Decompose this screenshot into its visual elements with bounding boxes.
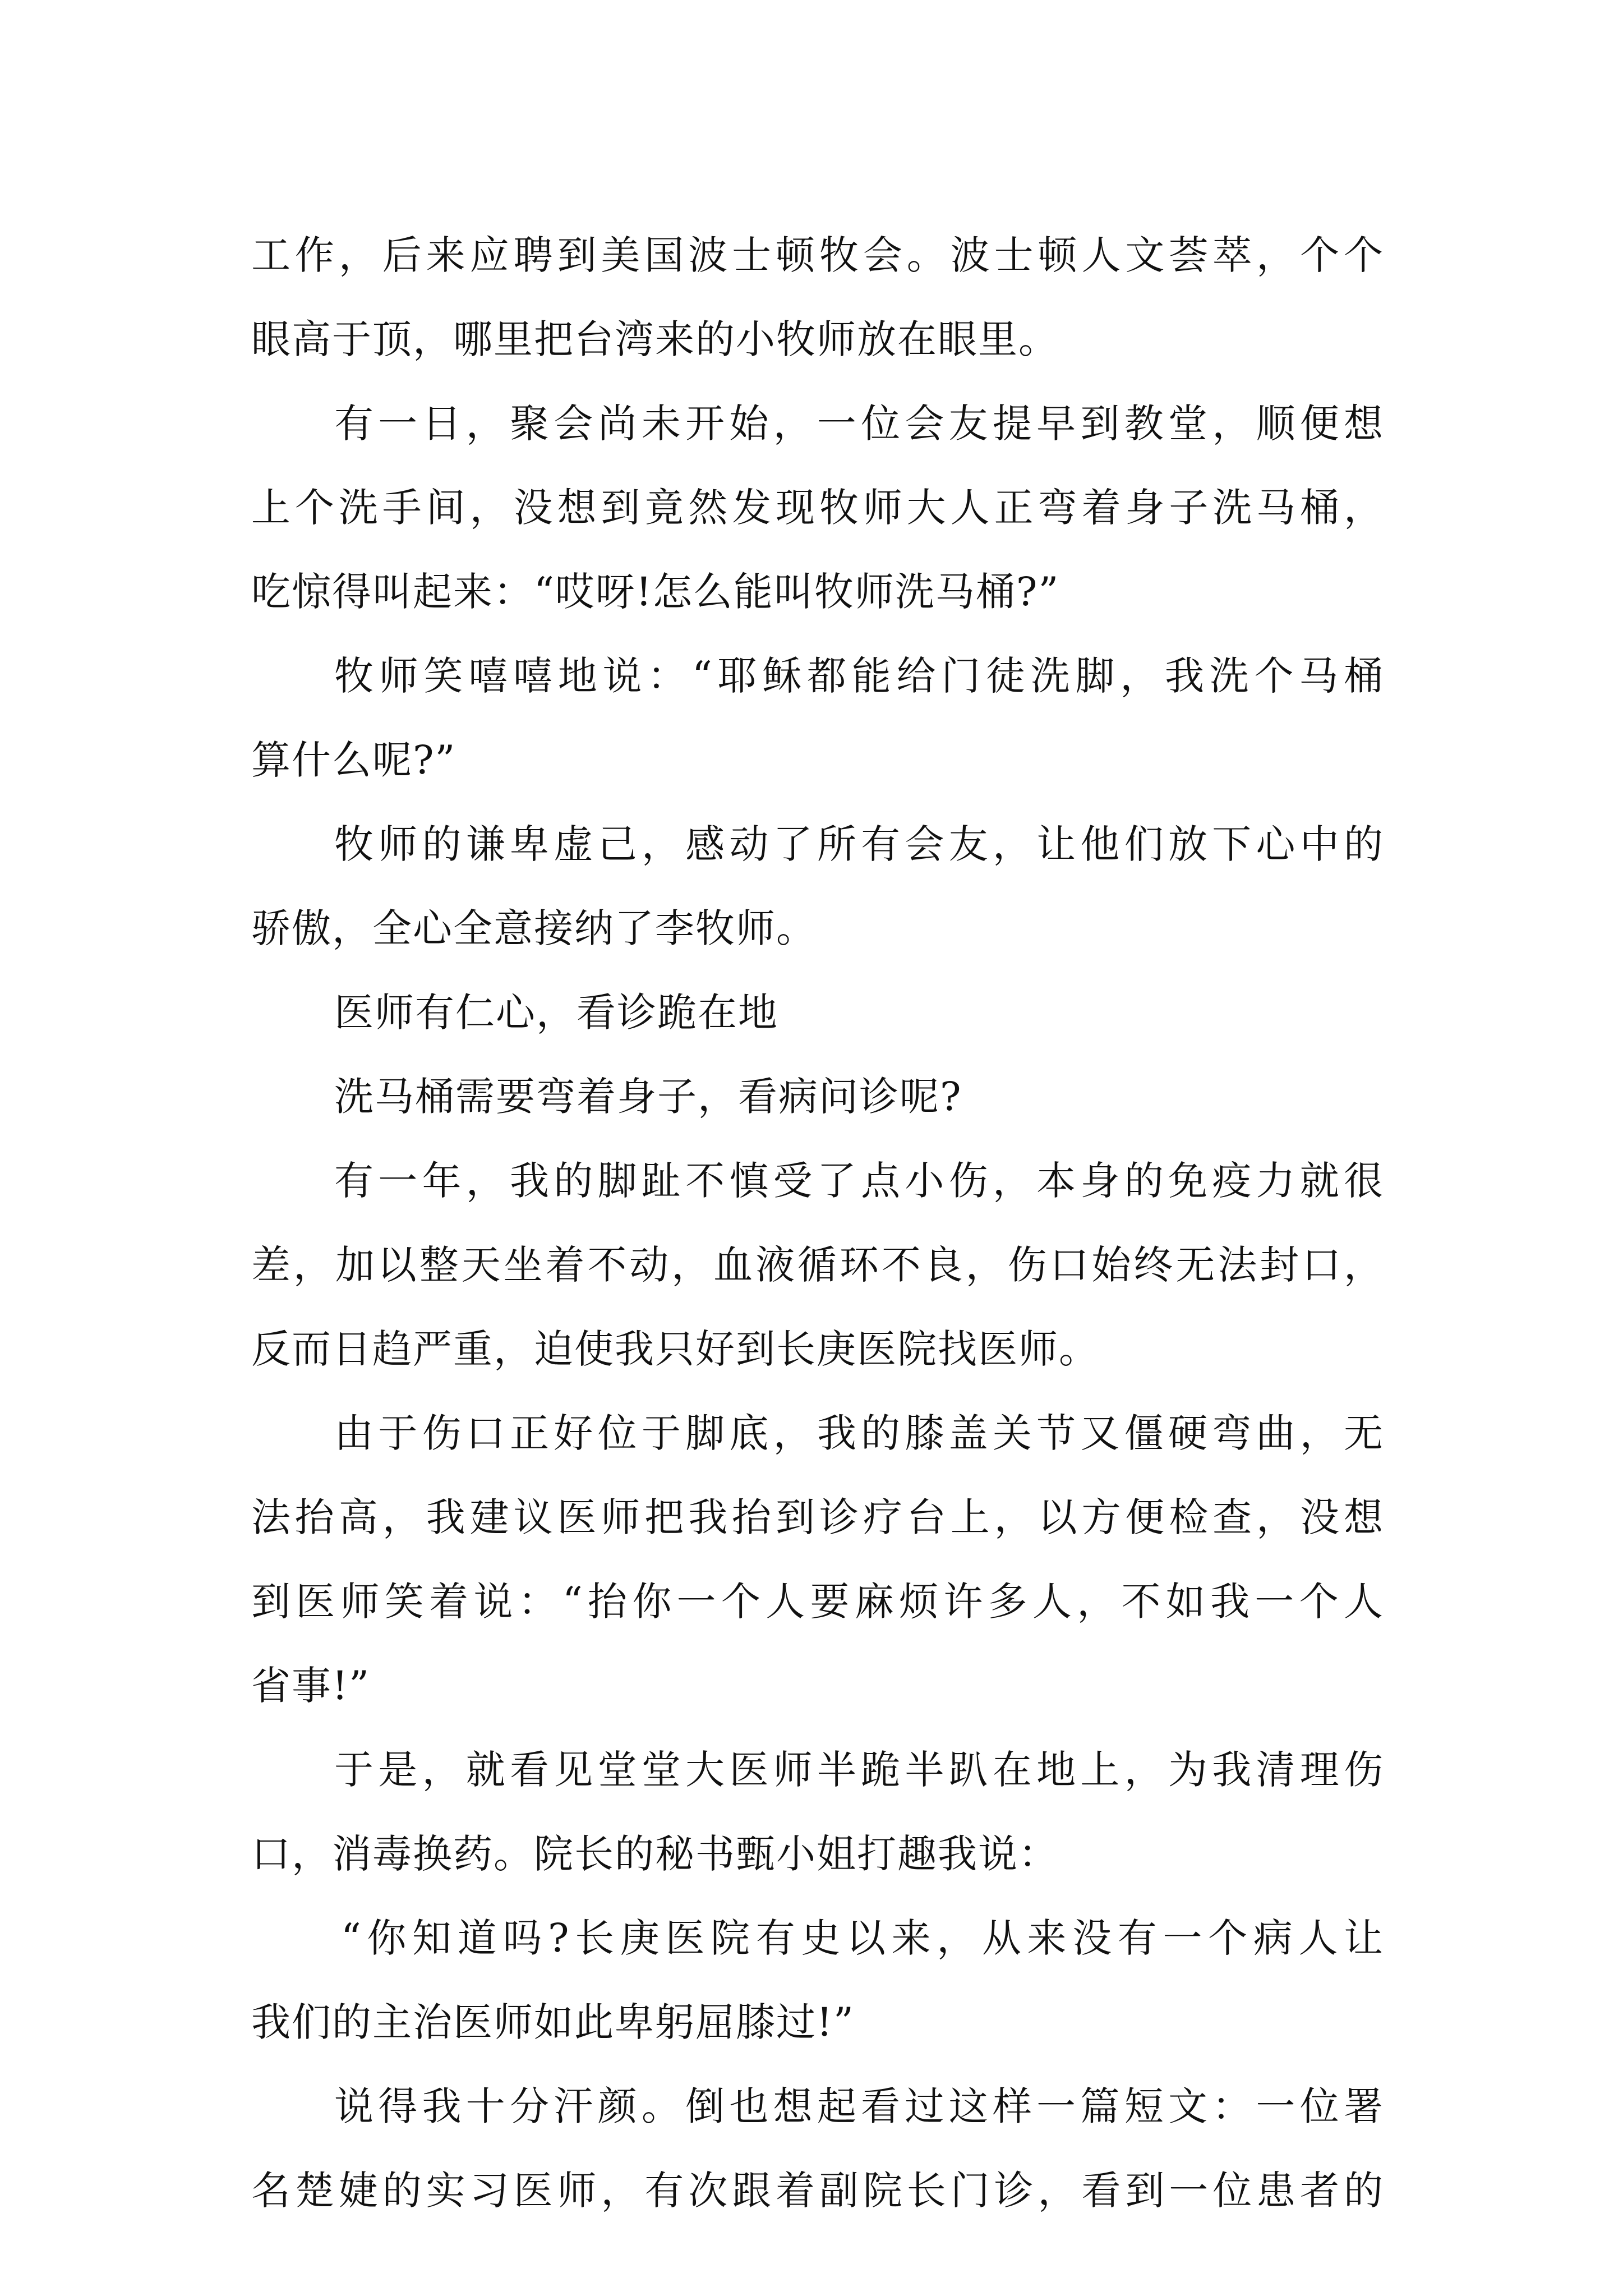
text-line: “你知道吗?长庚医院有史以来，从来没有一个病人让 <box>341 1915 1384 1961</box>
text-line: 反而日趋严重，迫使我只好到长庚医院找医师。 <box>251 1326 1099 1372</box>
text-line: 工作，后来应聘到美国波士顿牧会。波士顿人文荟萃，个个 <box>251 232 1384 278</box>
text-line: 法抬高，我建议医师把我抬到诊疗台上，以方便检查，没想 <box>251 1494 1384 1540</box>
text-line: 骄傲，全心全意接纳了李牧师。 <box>251 905 817 951</box>
text-line: 眼高于顶，哪里把台湾来的小牧师放在眼里。 <box>251 316 1059 362</box>
text-line: 说得我十分汗颜。倒也想起看过这样一篇短文：一位署 <box>334 2083 1384 2129</box>
text-line: 洗马桶需要弯着身子，看病问诊呢? <box>334 1074 962 1120</box>
text-line: 有一日，聚会尚未开始，一位会友提早到教堂，顺便想 <box>334 401 1384 447</box>
document-body <box>251 213 1384 2233</box>
text-line: 到医师笑着说：“抬你一个人要麻烦许多人，不如我一个人 <box>251 1579 1384 1625</box>
text-line: 由于伤口正好位于脚底，我的膝盖关节又僵硬弯曲，无 <box>334 1410 1384 1456</box>
text-line: 名楚婕的实习医师，有次跟着副院长门诊，看到一位患者的 <box>251 2168 1384 2214</box>
text-line: 口，消毒换药。院长的秘书甄小姐打趣我说： <box>251 1831 1059 1877</box>
text-line: 医师有仁心，看诊跪在地 <box>334 990 778 1036</box>
text-line: 于是，就看见堂堂大医师半跪半趴在地上，为我清理伤 <box>334 1747 1384 1793</box>
text-line: 吃惊得叫起来：“哎呀!怎么能叫牧师洗马桶?” <box>251 569 1060 615</box>
text-line: 我们的主治医师如此卑躬屈膝过!” <box>251 1999 855 2045</box>
text-line: 省事!” <box>251 1663 370 1709</box>
text-line: 牧师的谦卑虚己，感动了所有会友，让他们放下心中的 <box>334 821 1384 867</box>
text-line: 牧师笑嘻嘻地说：“耶稣都能给门徒洗脚，我洗个马桶 <box>334 653 1384 699</box>
text-line: 上个洗手间，没想到竟然发现牧师大人正弯着身子洗马桶， <box>251 485 1384 531</box>
text-line: 有一年，我的脚趾不慎受了点小伤，本身的免疫力就很 <box>334 1158 1384 1204</box>
text-line: 算什么呢?” <box>251 737 457 783</box>
text-line: 差，加以整天坐着不动，血液循环不良，伤口始终无法封口， <box>251 1242 1384 1288</box>
